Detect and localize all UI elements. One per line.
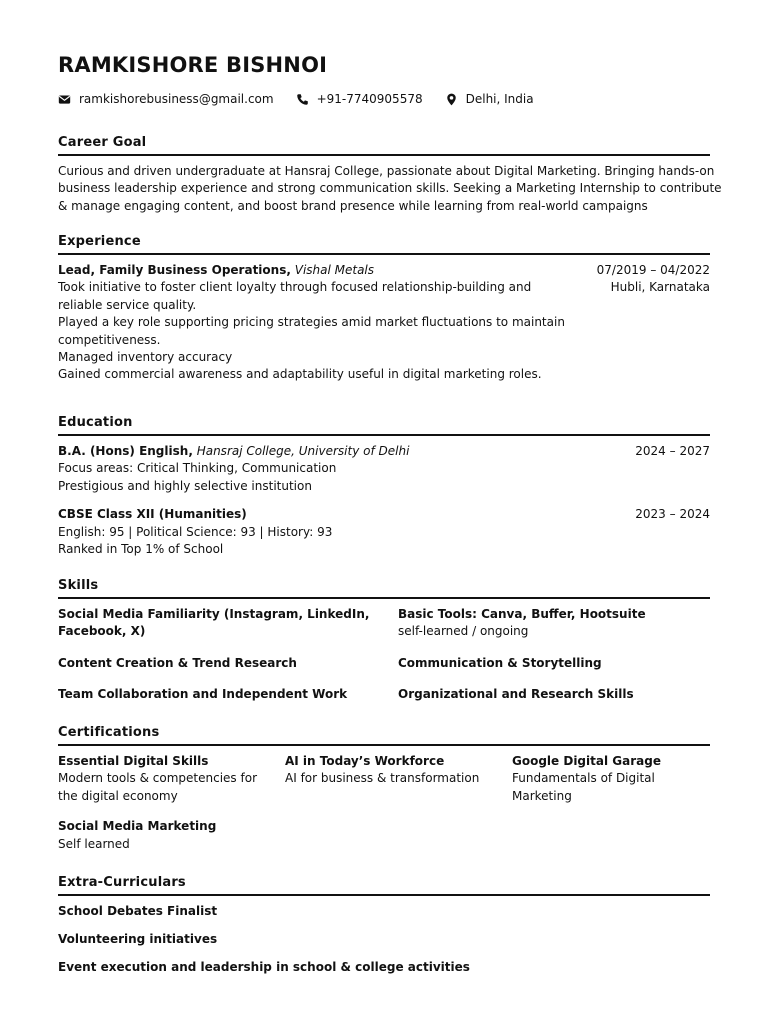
text-line: Gained commercial awareness and adaptability useful in digital marketing roles. — [58, 367, 542, 382]
section-title: Career Goal — [58, 135, 710, 156]
certification-name: Social Media Marketing — [58, 819, 217, 834]
certification-desc: Modern tools & competencies for — [58, 771, 258, 786]
extracurricular-item: Volunteering initiatives — [58, 931, 218, 946]
certification-name: Google Digital Garage — [512, 754, 661, 768]
education-heading — [58, 443, 409, 460]
text-line: & manage engaging content, and boost brand presence while learning from real-world campaigns — [58, 198, 648, 213]
education-dates: 2023 – 2024 — [635, 507, 710, 522]
text-line: Prestigious and highly selective institution — [58, 478, 312, 493]
text-line: competitiveness. — [58, 332, 161, 347]
skill-name: Social Media Familiarity (Instagram, LinkedIn, — [58, 607, 370, 621]
degree-name: B.A. (Hons) English, — [58, 444, 193, 458]
extracurricular-item: School Debates Finalist — [58, 904, 218, 918]
section-title: Experience — [58, 234, 710, 255]
location-text: Delhi, India — [465, 92, 534, 106]
certification-item — [58, 753, 285, 805]
education-dates: 2024 – 2027 — [635, 444, 710, 458]
school-name: Hansraj College, University of Delhi — [196, 444, 410, 458]
email-text: ramkishorebusiness@gmail.com — [79, 92, 274, 106]
section-title: Skills — [58, 578, 710, 599]
experience-entry — [58, 262, 710, 384]
contact-location — [445, 91, 534, 107]
skill-item: Content Creation & Trend Research — [58, 655, 297, 670]
education-details — [58, 506, 332, 558]
experience-section — [58, 234, 710, 384]
skill-item: Communication & Storytelling — [398, 655, 602, 670]
career-goal-text — [58, 163, 722, 215]
text-line: Took initiative to foster client loyalty through focused relationship-building and — [58, 280, 532, 295]
text-line: Focus areas: Critical Thinking, Communication — [58, 461, 337, 476]
certification-desc: AI for business & transformation — [285, 771, 480, 786]
certification-desc: Self learned — [58, 836, 130, 851]
certifications-grid — [58, 753, 710, 853]
experience-meta — [597, 262, 710, 297]
text-line: English: 95 | Political Science: 93 | History: 93 — [58, 524, 333, 539]
certification-item — [58, 818, 285, 853]
skill-item: Organizational and Research Skills — [398, 687, 634, 702]
map-pin-icon — [445, 93, 458, 106]
certification-desc: Marketing — [512, 788, 572, 803]
education-entry — [58, 506, 710, 558]
experience-details — [58, 262, 565, 384]
skill-item — [398, 606, 710, 641]
company-name: Vishal Metals — [294, 263, 375, 277]
contact-email[interactable] — [58, 91, 274, 107]
text-line: business leadership experience and strong communication skills. Seeking a Marketing Internship to contribute — [58, 181, 722, 196]
certification-desc: the digital economy — [58, 788, 178, 803]
skill-name: Basic Tools: Canva, Buffer, Hootsuite — [398, 607, 646, 621]
career-goal-section — [58, 135, 722, 215]
job-dates: 07/2019 – 04/2022 — [596, 263, 710, 277]
extracurricular-item: Event execution and leadership in school & college activities — [58, 959, 470, 974]
phone-text: +91-7740905578 — [316, 92, 423, 106]
skill-item: Team Collaboration and Independent Work — [58, 687, 348, 702]
envelope-icon — [58, 93, 71, 106]
skills-section — [58, 578, 710, 704]
education-details — [58, 443, 409, 495]
section-title: Education — [58, 415, 710, 436]
text-line: Played a key role supporting pricing strategies amid market fluctuations to maintain — [58, 315, 565, 330]
phone-icon — [296, 93, 309, 106]
certification-name: Essential Digital Skills — [58, 754, 209, 768]
section-title: Certifications — [58, 725, 710, 746]
experience-heading — [58, 262, 565, 279]
certification-desc: Fundamentals of Digital — [512, 771, 655, 786]
skills-grid — [58, 606, 710, 704]
job-location: Hubli, Karnataka — [610, 280, 710, 295]
job-role: Lead, Family Business Operations, — [58, 263, 291, 277]
candidate-name: RAMKISHORE BISHNOI — [58, 53, 328, 77]
section-title: Extra-Curriculars — [58, 875, 710, 896]
contact-row — [58, 91, 556, 107]
degree-name: CBSE Class XII (Humanities) — [58, 507, 247, 522]
skill-item — [58, 606, 398, 641]
certifications-section — [58, 725, 710, 853]
education-entry — [58, 443, 710, 495]
extracurriculars-section — [58, 875, 710, 976]
skill-name: Facebook, X) — [58, 624, 146, 639]
text-line: Curious and driven undergraduate at Hansraj College, passionate about Digital Marketing. Bringing hands-on — [58, 164, 715, 178]
education-section — [58, 415, 710, 558]
certification-item — [512, 753, 710, 805]
certification-name: AI in Today’s Workforce — [285, 754, 445, 768]
contact-phone[interactable] — [296, 91, 423, 107]
text-line: Ranked in Top 1% of School — [58, 542, 224, 557]
text-line: Managed inventory accuracy — [58, 350, 233, 365]
skill-note: self-learned / ongoing — [398, 624, 529, 639]
certification-item — [285, 753, 512, 805]
text-line: reliable service quality. — [58, 297, 197, 312]
